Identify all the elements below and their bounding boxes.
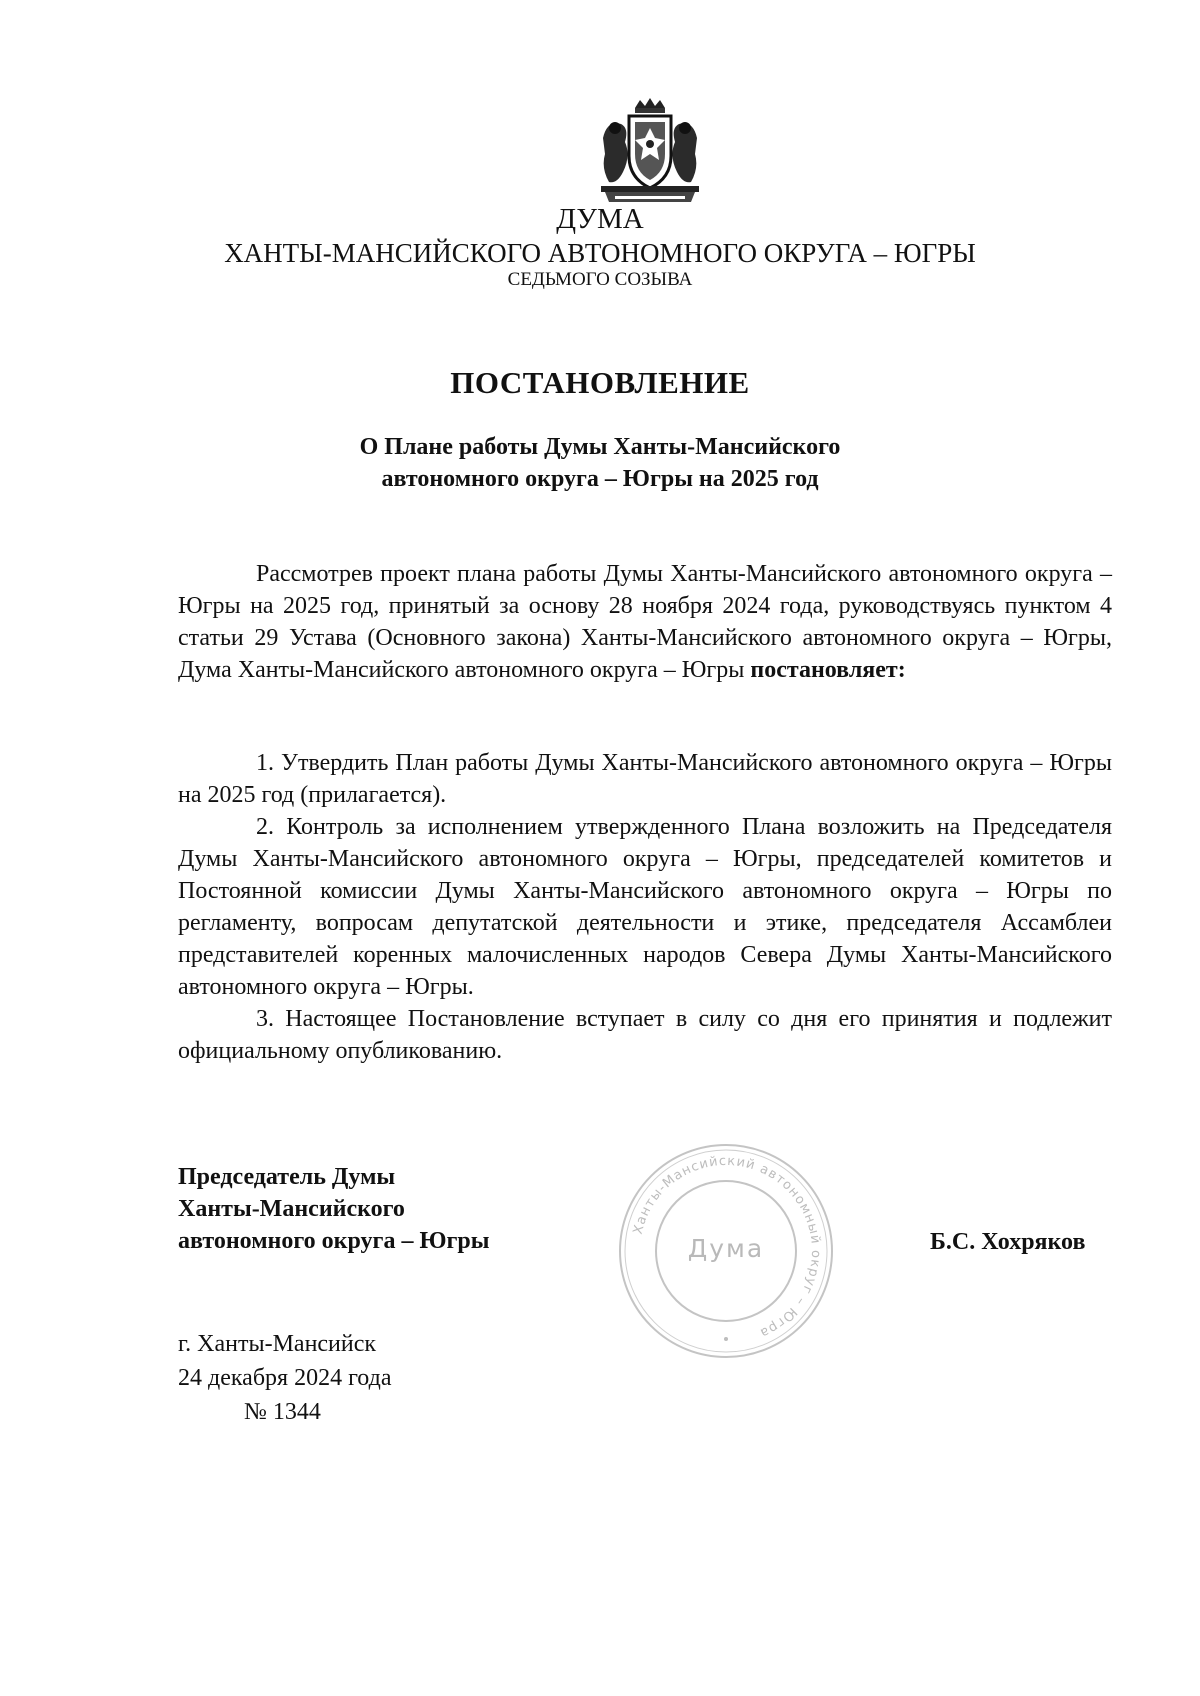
document-number: № 1344 [244,1399,321,1425]
date-label: 24 декабря 2024 года [178,1365,392,1391]
document-type-heading: ПОСТАНОВЛЕНИЕ [450,365,750,400]
resolution-item-3: 3. Настоящее Постановление вступает в силу со дня его принятия и подлежит официальному опубликованию. [178,1006,1112,1064]
preamble-resolution-word: постановляет: [750,657,906,683]
document-place-date [178,1327,391,1429]
seal-ring-text: Ханты-Мансийский автономный округ – Югра [630,1153,824,1341]
signer-position-line-2: Ханты-Мансийского [178,1196,405,1222]
subject-line-2: автономного округа – Югры на 2025 год [381,466,819,492]
document-subject [0,431,1200,495]
resolution-item-1: 1. Утвердить План работы Думы Ханты-Мансийского автономного округа – Югры на 2025 год (прилагается). [178,750,1112,808]
resolution-items [178,747,1112,1067]
subject-line-1: О Плане работы Думы Ханты-Мансийского [359,434,841,460]
resolution-item-2: 2. Контроль за исполнением утвержденного Плана возложить на Председателя Думы Ханты-Мансийского автономного округа – Югры, председателей комитетов и Постоянной комиссии Думы Ханты-Мансийского автономного округа – Югры по регламенту, вопросам депутатской деятельности и этике, председателя Ассамблеи представителей коренных малочисленных народов Севера Думы Ханты-Мансийского автономного округа – Югры. [178,814,1112,1000]
convocation-label: СЕДЬМОГО СОЗЫВА [507,269,693,290]
signer-position-line-3: автономного округа – Югры [178,1228,490,1254]
official-seal-stamp [617,1142,835,1360]
coat-of-arms-icon [595,98,705,206]
organization-title: ДУМА [556,203,644,235]
signer-name: Б.С. Хохряков [930,1229,1086,1255]
signer-position [178,1161,489,1257]
city-label: г. Ханты-Мансийск [178,1331,377,1357]
signer-position-line-1: Председатель Думы [178,1164,396,1190]
seal-center-text: Дума [687,1234,765,1263]
preamble-paragraph [178,558,1112,686]
preamble-text: Рассмотрев проект плана работы Думы Ханты-Мансийского автономного округа – Югры на 2025 год, принятый за основу 28 ноября 2024 года, руководствуясь пунктом 4 статьи 29 Устава (Основного закона) Ханты-Мансийского автономного округа – Югры, Дума Ханты-Мансийского автономного округа – Югры [178,561,1112,683]
region-title: ХАНТЫ-МАНСИЙСКОГО АВТОНОМНОГО ОКРУГА – ЮГРЫ [224,238,976,268]
